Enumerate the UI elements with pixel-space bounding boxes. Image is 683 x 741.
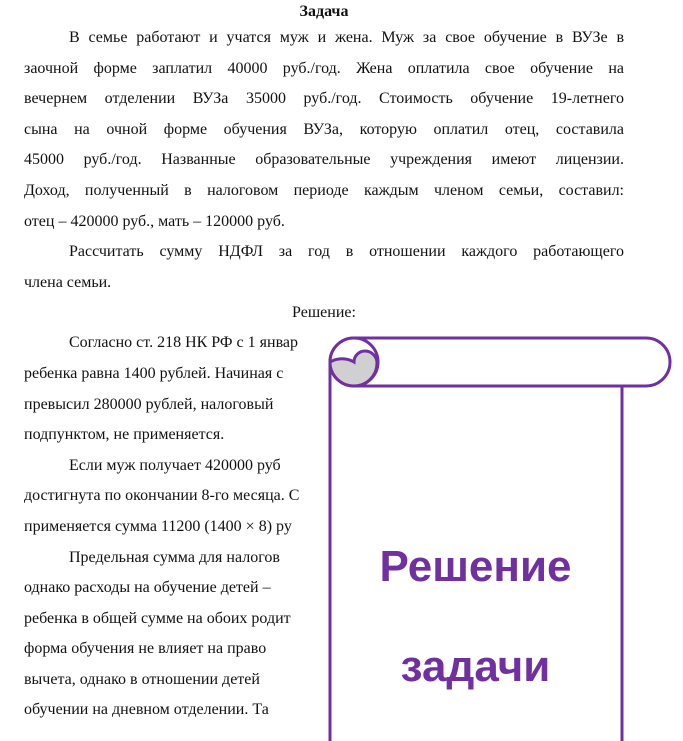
text-line: достигнута по окончании 8-го месяца. С (24, 487, 300, 505)
text-line: форма обучения не влияет на право (24, 640, 267, 658)
text-line: превысил 280000 рублей, налоговый (24, 395, 274, 413)
banner-title-line-2: задачи (400, 642, 551, 691)
text-line: отец – 420000 руб., мать – 120000 руб. (24, 212, 285, 230)
text-line: вычета, однако в отношении детей (24, 670, 260, 688)
scroll-top-roll (330, 338, 670, 386)
text-line: Согласно ст. 218 НК РФ с 1 январ (69, 334, 299, 352)
task-heading: Задача (299, 3, 349, 20)
banner-title-line-1: Решение (379, 542, 572, 591)
text-line: однако расходы на обучение детей – (24, 579, 271, 597)
text-line: 45000 руб./год. Названные образовательные учреждения имеют лицензии. (24, 151, 624, 169)
text-line: Если муж получает 420000 руб (69, 456, 281, 474)
text-line: В семье работают и учатся муж и жена. Муж за свое обучение в ВУЗе в (69, 29, 624, 46)
text-line: члена семьи. (24, 273, 112, 291)
text-line: Предельная сумма для налогов (69, 548, 280, 566)
text-line: обучении на дневном отделении. Та (24, 701, 269, 719)
text-line: ребенка равна 1400 рублей. Начиная с (24, 364, 284, 382)
text-line: применяется сумма 11200 (1400 × 8) ру (24, 517, 292, 535)
scroll-banner (328, 336, 673, 741)
task-paragraph (24, 23, 624, 237)
text-line: сына на очной форме обучения ВУЗа, которую оплатил отец, составила (24, 120, 624, 138)
text-line: ребенка в общей сумме на обоих родит (24, 609, 291, 627)
text-line: подпунктом, не применяется. (24, 426, 225, 444)
text-line: заочной форме заплатил 40000 руб./год. Жена оплатила свое обучение на (24, 59, 624, 77)
text-line: Рассчитать сумму НДФЛ за год в отношении каждого работающего (69, 243, 624, 261)
text-line: Доход, полученный в налоговом периоде каждым членом семьи, составил: (24, 181, 624, 199)
solution-heading: Решение: (292, 304, 356, 322)
question-paragraph (24, 237, 624, 298)
text-line: вечернем отделении ВУЗа 35000 руб./год. Стоимость обучение 19-летнего (24, 90, 624, 108)
